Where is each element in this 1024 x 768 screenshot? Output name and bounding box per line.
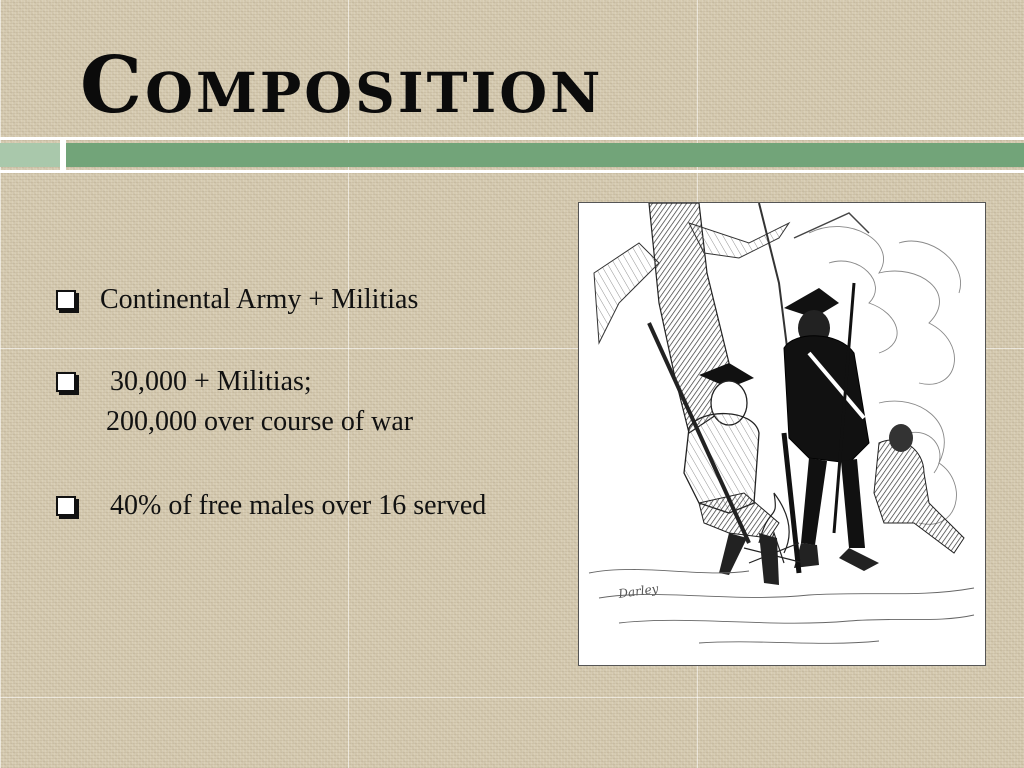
bullet-text: Continental Army + Militias	[100, 284, 419, 315]
bullet-text: 30,000 + Militias;	[110, 366, 312, 397]
checkbox-bullet-icon	[56, 372, 76, 392]
bullet-text: 40% of free males over 16 served	[110, 490, 487, 521]
checkbox-bullet-icon	[56, 290, 76, 310]
slide-title: Composition	[80, 40, 604, 131]
artist-signature: Darley	[617, 581, 660, 601]
title-divider-line	[0, 170, 1024, 173]
accent-band	[66, 143, 1024, 167]
soldiers-engraving	[579, 203, 985, 665]
accent-band-left	[0, 143, 60, 167]
checkbox-bullet-icon	[56, 496, 76, 516]
title-divider-line	[0, 137, 1024, 140]
canvas-grid-line	[0, 697, 1024, 698]
soldiers-illustration	[579, 203, 985, 665]
canvas-grid-line	[0, 0, 1, 768]
bullet-text-continued: 200,000 over course of war	[106, 406, 414, 437]
